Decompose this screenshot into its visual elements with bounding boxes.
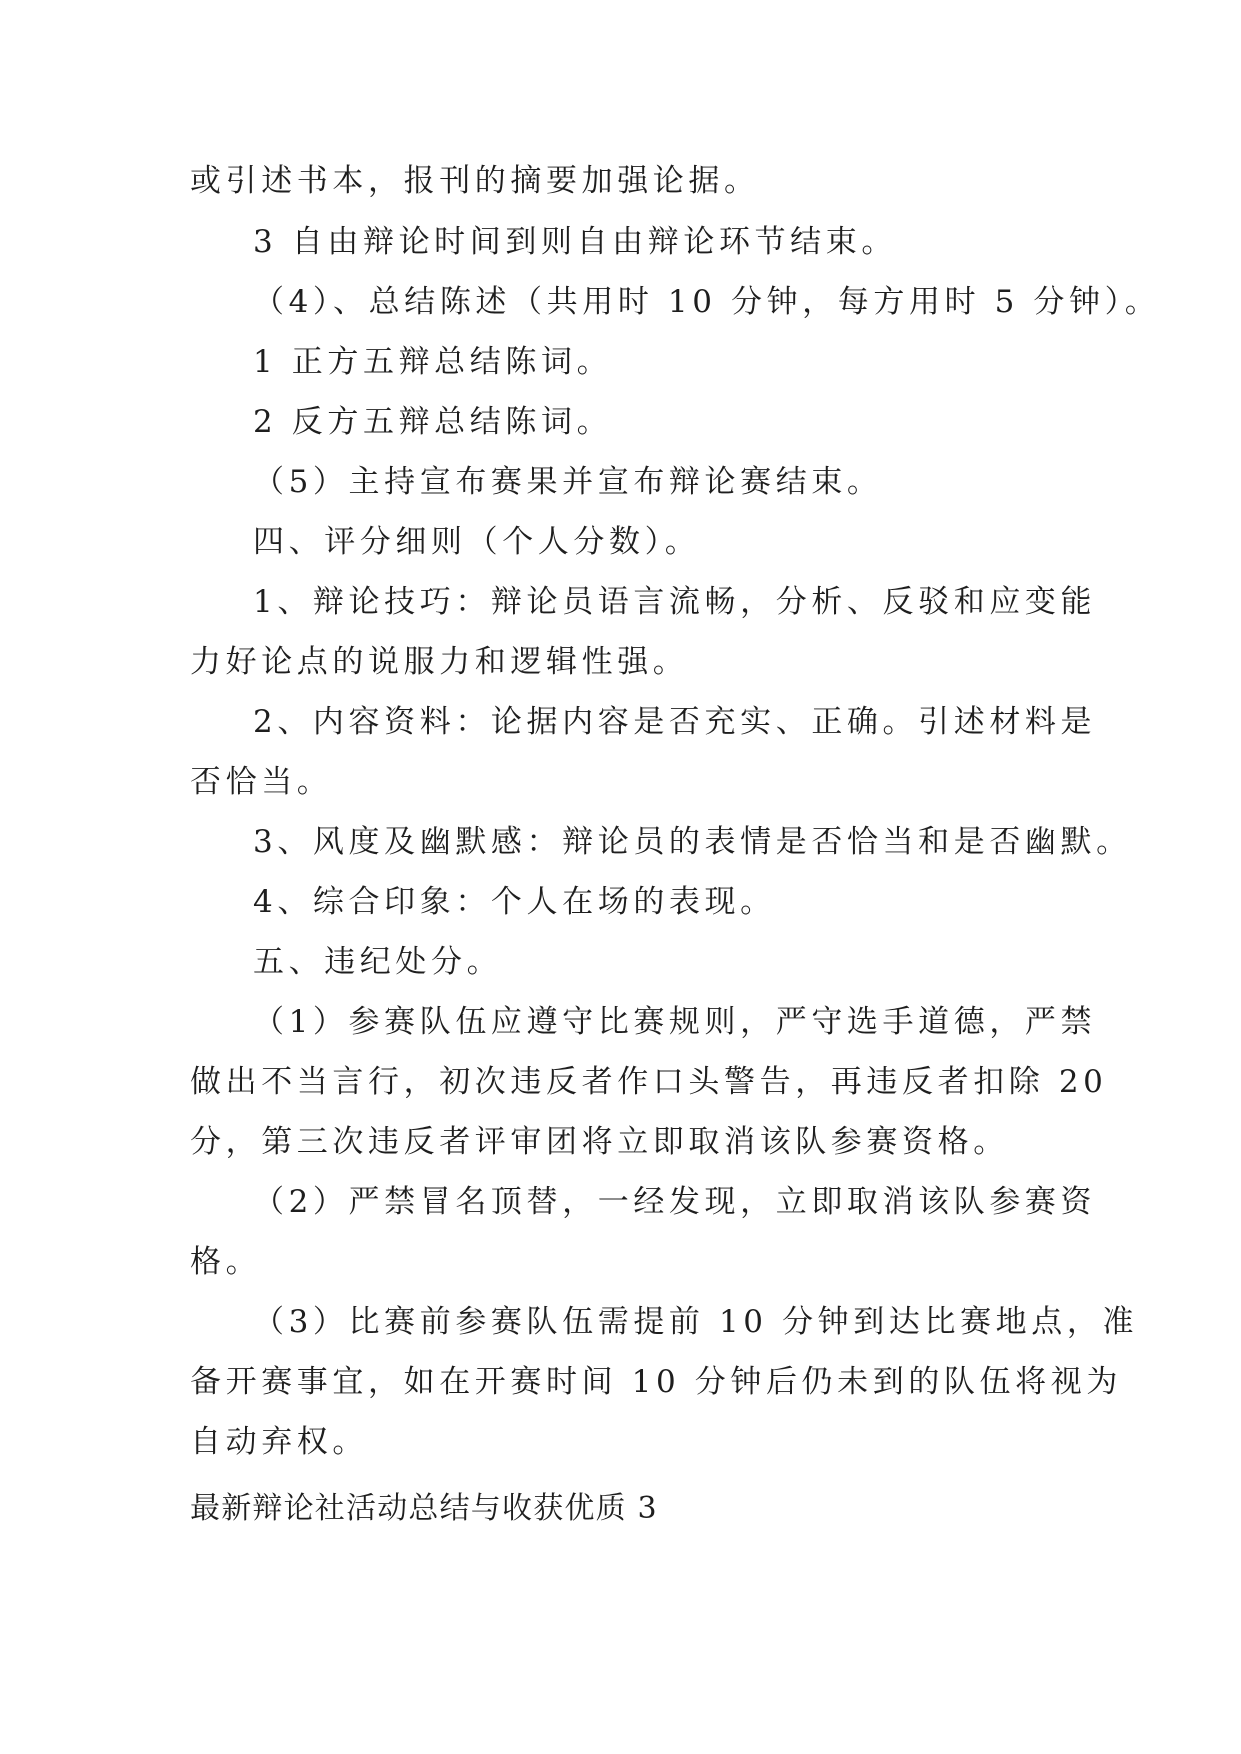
text-line: 五、违纪处分。 (253, 944, 503, 980)
text-line: 3、风度及幽默感：辩论员的表情是否恰当和是否幽默。 (253, 824, 1132, 860)
section-heading: 最新辩论社活动总结与收获优质 3 (190, 1491, 658, 1526)
text-line: 力好论点的说服力和逻辑性强。 (190, 644, 689, 680)
text-line: （1）参赛队伍应遵守比赛规则，严守选手道德，严禁 (253, 1004, 1097, 1040)
text-line: 4、综合印象：个人在场的表现。 (253, 884, 776, 920)
text-line: 格。 (190, 1244, 262, 1280)
text-line: （2）严禁冒名顶替，一经发现，立即取消该队参赛资 (253, 1184, 1097, 1220)
text-line: 3 自由辩论时间到则自由辩论环节结束。 (253, 224, 897, 260)
text-line: 备开赛事宜，如在开赛时间 10 分钟后仍未到的队伍将视为 (190, 1364, 1122, 1400)
text-line: 1 正方五辩总结陈词。 (253, 344, 613, 380)
text-line: （5）主持宣布赛果并宣布辩论赛结束。 (253, 464, 883, 500)
text-line: （3）比赛前参赛队伍需提前 10 分钟到达比赛地点，准 (253, 1304, 1139, 1340)
text-line: 否恰当。 (190, 764, 333, 800)
text-line: 做出不当言行，初次违反者作口头警告，再违反者扣除 20 (190, 1064, 1108, 1100)
text-line: 或引述书本，报刊的摘要加强论据。 (190, 163, 760, 199)
text-line: （4）、总结陈述（共用时 10 分钟，每方用时 5 分钟）。 (253, 284, 1161, 320)
text-line: 分，第三次违反者评审团将立即取消该队参赛资格。 (190, 1124, 1009, 1160)
text-line: 自动弃权。 (190, 1424, 368, 1460)
text-line: 2、内容资料：论据内容是否充实、正确。引述材料是 (253, 704, 1097, 740)
text-line: 四、评分细则（个人分数）。 (253, 524, 701, 560)
text-line: 1、辩论技巧：辩论员语言流畅，分析、反驳和应变能 (253, 584, 1097, 620)
text-line: 2 反方五辩总结陈词。 (253, 404, 613, 440)
